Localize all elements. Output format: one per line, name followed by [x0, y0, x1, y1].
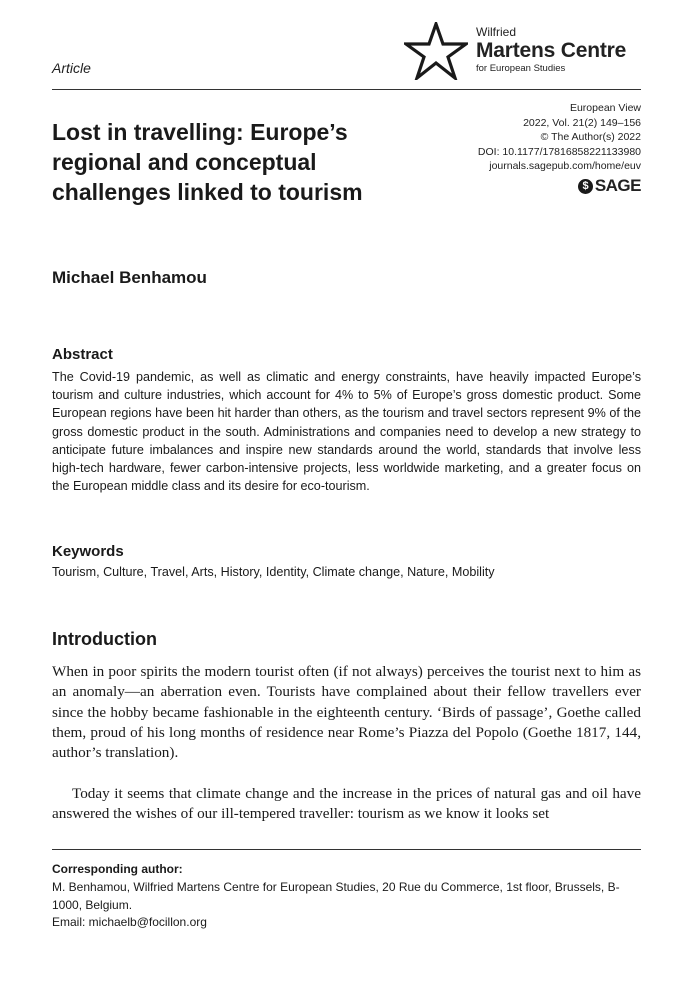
journal-meta	[478, 101, 641, 174]
article-title: Lost in travelling: Europe’s regional and conceptual challenges linked to tourism	[52, 119, 363, 205]
corresponding-author-details	[52, 879, 641, 932]
author-email: Email: michaelb@focillon.org	[52, 915, 207, 929]
sage-s-icon: $	[578, 179, 593, 194]
keywords-text: Tourism, Culture, Travel, Arts, History, Identity, Climate change, Nature, Mobility	[52, 565, 495, 579]
body-paragraph: Today it seems that climate change and the increase in the prices of natural gas and oil have answered the wishes of our ill-tempered traveller: tourism as we know it looks set	[52, 785, 641, 823]
logo-line3: for European Studies	[476, 63, 566, 74]
article-type-label: Article	[52, 60, 91, 76]
header-divider	[52, 89, 641, 90]
abstract-heading: Abstract	[52, 346, 113, 363]
footnote-divider	[52, 849, 641, 850]
keywords-heading: Keywords	[52, 543, 124, 560]
doi: DOI: 10.1177/17816858221133980	[477, 145, 641, 158]
journal-url: journals.sagepub.com/home/euv	[489, 160, 641, 173]
journal-name: European View	[569, 102, 641, 114]
sage-logo	[578, 176, 641, 196]
body-paragraph: When in poor spirits the modern tourist often (if not always) perceives the tourist next to him as an anomaly—an aberration even. Tourists have complained about their fellow travellers ever since the hobby became fashionable in the eighteenth century. ‘Birds of passage’, Goethe called them, proud of his long months of residence near Rome’s Piazza del Popolo (Goethe 1817, 144, author’s translation).	[52, 663, 641, 762]
copyright: © The Author(s) 2022	[540, 131, 641, 144]
author-name: Michael Benhamou	[52, 268, 207, 287]
sage-label: SAGE	[594, 176, 641, 195]
journal-volume: 2022, Vol. 21(2) 149–156	[523, 116, 641, 129]
introduction-heading: Introduction	[52, 629, 157, 649]
logo-line1: Wilfried	[476, 25, 517, 39]
abstract-text: The Covid-19 pandemic, as well as climatic and energy constraints, have heavily impacted Europe’s tourism and culture industries, which account for 4% to 5% of Europe’s gross domestic product. Some European regions have been hit harder than others, as the tourism and travel sectors represent 9% of the gross domestic product in the south. Administrations and companies need to develop a new strategy to anticipate future imbalances and inspire new standards around the world, standards that involve less high-tech hardware, fewer carbon-intensive projects, less worldwide marketing, and a greater focus on the European middle class and its desire for eco-tourism.	[52, 370, 641, 494]
star-icon	[404, 22, 468, 80]
author-address: M. Benhamou, Wilfried Martens Centre for European Studies, 20 Rue du Commerce, 1st floor, Brussels, B-1000, Belgium.	[52, 880, 620, 912]
publisher-logo	[476, 26, 626, 74]
logo-line2: Martens Centre	[476, 39, 627, 62]
corresponding-author-heading: Corresponding author:	[52, 862, 183, 876]
